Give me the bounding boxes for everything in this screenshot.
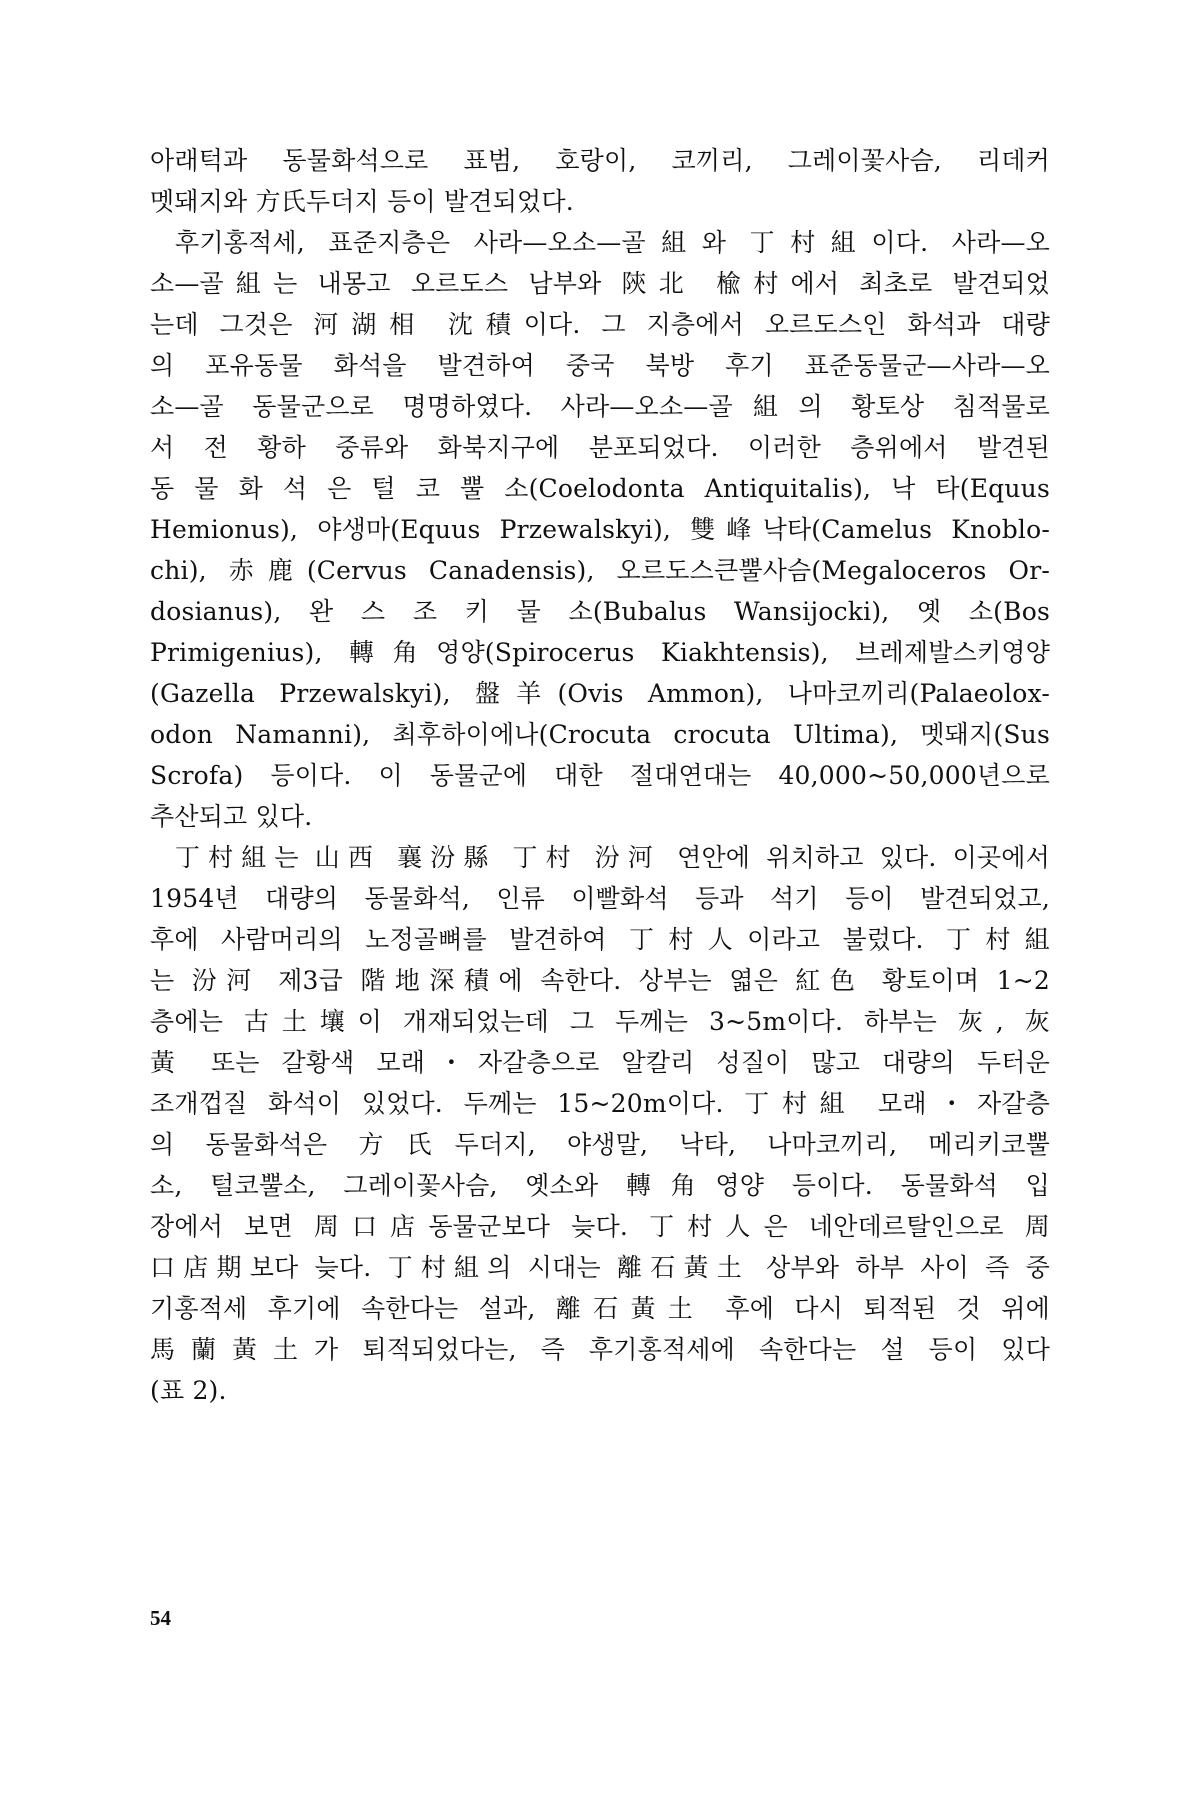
text-line: 의 포유동물 화석을 발견하여 중국 북방 후기 표준동물군—사라—오 (150, 351, 1050, 380)
text-line: 추산되고 있다. (150, 802, 313, 831)
page-number: 54 (150, 1606, 171, 1630)
text-line: 丁村組는 山西 襄汾縣 丁村 汾河 연안에 위치하고 있다. 이곳에서 (175, 843, 1050, 872)
text-line: 아래턱과 동물화석으로 표범, 호랑이, 코끼리, 그레이꽃사슴, 리데커 (150, 146, 1050, 175)
text-line: 는데 그것은 河湖相 沈積이다. 그 지층에서 오르도스인 화석과 대량 (150, 310, 1050, 339)
text-line: 조개껍질 화석이 있었다. 두께는 15~20m이다. 丁村組 모래・자갈층 (150, 1089, 1050, 1118)
text-line: 멧돼지와 方氏두더지 등이 발견되었다. (150, 187, 574, 216)
text-line: 馬蘭黃土가 퇴적되었다는, 즉 후기홍적세에 속한다는 설 등이 있다 (150, 1335, 1050, 1364)
text-line: 동 물 화 석 은 털 코 뿔 소(Coelodonta Antiquitalis), 낙 타(Equus (150, 474, 1050, 503)
text-line: chi), 赤鹿(Cervus Canadensis), 오르도스큰뿔사슴(Megaloceros Or- (150, 556, 1050, 585)
text-line: 소, 털코뿔소, 그레이꽃사슴, 옛소와 轉角영양 등이다. 동물화석 입 (150, 1171, 1050, 1200)
text-line: (Gazella Przewalskyi), 盤羊(Ovis Ammon), 나마코끼리(Palaeolox- (150, 679, 1050, 708)
text-line: 후기홍적세, 표준지층은 사라—오소—골組와 丁村組이다. 사라—오 (175, 228, 1050, 257)
paragraph-2 (150, 222, 1050, 837)
paragraph-1 (150, 140, 1050, 222)
text-line: 口店期보다 늦다. 丁村組의 시대는 離石黃土 상부와 하부 사이 즉 중 (150, 1253, 1050, 1282)
text-line: 1954년 대량의 동물화석, 인류 이빨화석 등과 석기 등이 발견되었고, (150, 884, 1050, 913)
text-line: 소—골 동물군으로 명명하였다. 사라—오소—골組의 황토상 침적물로 (150, 392, 1050, 421)
text-line: 층에는 古土壤이 개재되었는데 그 두께는 3~5m이다. 하부는 灰, 灰 (150, 1007, 1050, 1036)
text-line: 기홍적세 후기에 속한다는 설과, 離石黃土 후에 다시 퇴적된 것 위에 (150, 1294, 1050, 1323)
text-line: 소—골組는 내몽고 오르도스 남부와 陝北 楡村에서 최초로 발견되었 (150, 269, 1050, 298)
text-line: dosianus), 완 스 조 키 물 소(Bubalus Wansijocki), 옛 소(Bos (150, 597, 1050, 626)
text-line: 서 전 황하 중류와 화북지구에 분포되었다. 이러한 층위에서 발견된 (150, 433, 1050, 462)
text-line: 후에 사람머리의 노정골뼈를 발견하여 丁村人이라고 불렀다. 丁村組 (150, 925, 1050, 954)
paragraph-3 (150, 837, 1050, 1411)
text-line: Primigenius), 轉角영양(Spirocerus Kiakhtensis), 브레제발스키영양 (150, 638, 1050, 667)
text-line: Hemionus), 야생마(Equus Przewalskyi), 雙峰낙타(Camelus Knoblo- (150, 515, 1050, 544)
text-line: (표 2). (150, 1376, 227, 1405)
text-line: 장에서 보면 周口店동물군보다 늦다. 丁村人은 네안데르탈인으로 周 (150, 1212, 1050, 1241)
body-text (150, 140, 1050, 1411)
text-line: Scrofa) 등이다. 이 동물군에 대한 절대연대는 40,000~50,000년으로 (150, 761, 1050, 790)
text-line: 黃 또는 갈황색 모래・자갈층으로 알칼리 성질이 많고 대량의 두터운 (150, 1048, 1050, 1077)
text-line: 의 동물화석은 方氏두더지, 야생말, 낙타, 나마코끼리, 메리키코뿔 (150, 1130, 1050, 1159)
text-line: 는 汾河 제3급 階地深積에 속한다. 상부는 엷은 紅色 황토이며 1~2 (150, 966, 1050, 995)
text-line: odon Namanni), 최후하이에나(Crocuta crocuta Ultima), 멧돼지(Sus (150, 720, 1050, 749)
